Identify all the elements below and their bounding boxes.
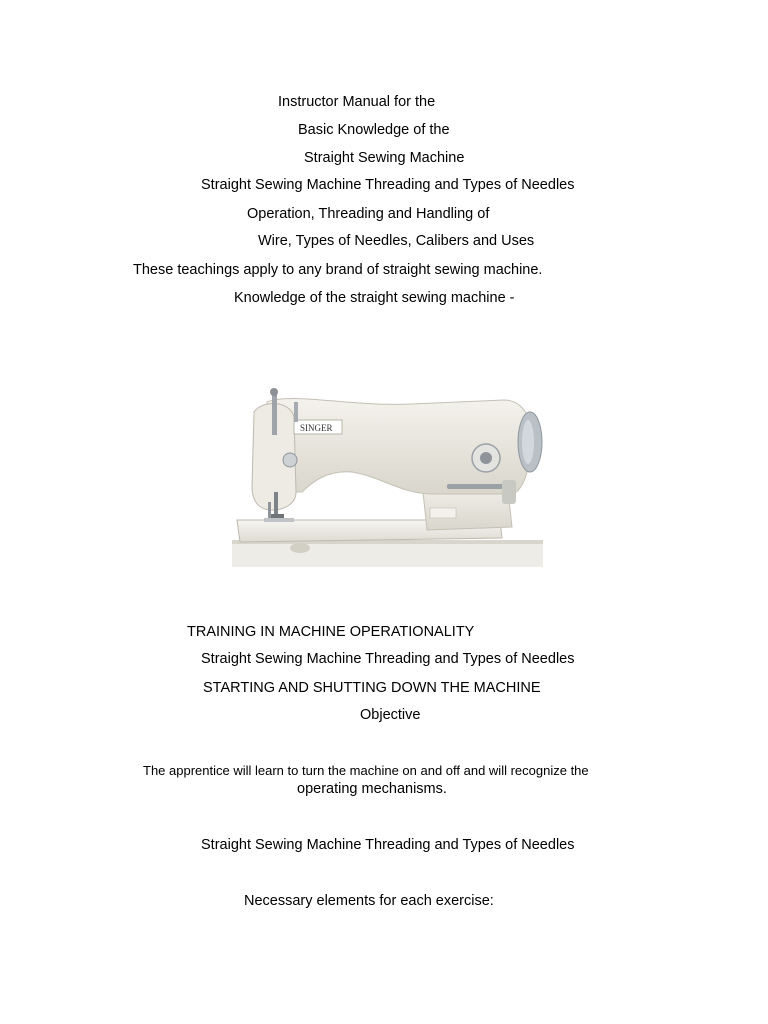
title-line-3: Straight Sewing Machine	[304, 150, 465, 166]
starting-heading: STARTING AND SHUTTING DOWN THE MACHINE	[203, 680, 541, 696]
title-line-1: Instructor Manual for the	[278, 94, 436, 110]
objective-text-line-2: operating mechanisms.	[297, 781, 447, 797]
brand-label: SINGER	[300, 423, 333, 433]
threading-footer-heading: Straight Sewing Machine Threading and Types of Needles	[201, 837, 575, 853]
necessary-elements-heading: Necessary elements for each exercise:	[244, 893, 494, 909]
training-heading: TRAINING IN MACHINE OPERATIONALITY	[187, 624, 475, 640]
title-line-2: Basic Knowledge of the	[298, 122, 450, 138]
sewing-machine-photo	[232, 382, 543, 567]
threading-subheading: Straight Sewing Machine Threading and Types of Needles	[201, 651, 575, 667]
subtitle-threading: Straight Sewing Machine Threading and Types of Needles	[201, 177, 575, 193]
objective-heading: Objective	[360, 707, 421, 723]
scope-statement: These teachings apply to any brand of straight sewing machine.	[133, 262, 543, 278]
subtitle-wire: Wire, Types of Needles, Calibers and Uses	[258, 233, 535, 249]
subtitle-operation: Operation, Threading and Handling of	[247, 206, 490, 222]
objective-text-line-1: The apprentice will learn to turn the machine on and off and will recognize the	[143, 763, 589, 778]
knowledge-heading: Knowledge of the straight sewing machine -	[234, 290, 515, 306]
